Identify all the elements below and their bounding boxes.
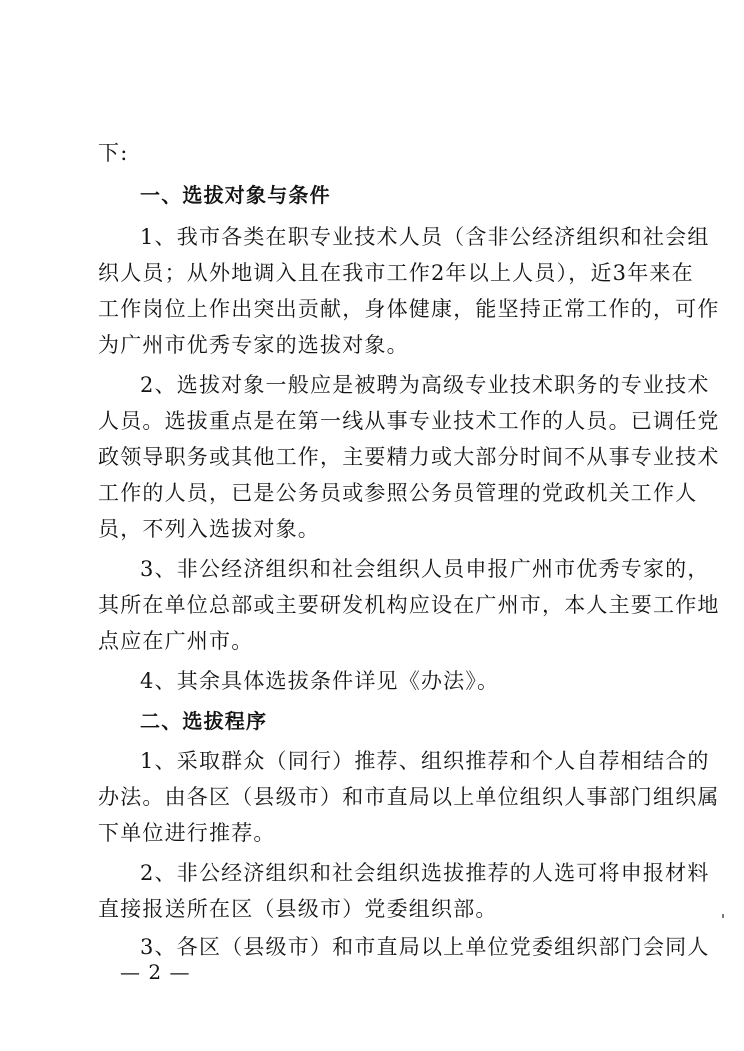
paragraph-line: 工作岗位上作出突出贡献，身体健康，能坚持正常工作的，可作 xyxy=(98,297,720,321)
paragraph-line: 4、其余具体选拔条件详见《办法》。 xyxy=(140,669,500,693)
section-heading-selection-procedure: 二、选拔程序 xyxy=(140,709,268,733)
paragraph-line: 点应在广州市。 xyxy=(98,629,254,653)
paragraph-line: 1、采取群众（同行）推荐、组织推荐和个人自荐相结合的 xyxy=(140,749,710,773)
text-line-continuation: 下: xyxy=(98,141,129,165)
paragraph-line: 工作的人员，已是公务员或参照公务员管理的党政机关工作人 xyxy=(98,481,698,505)
paragraph-line: 其所在单位总部或主要研发机构应设在广州市，本人主要工作地 xyxy=(98,593,720,617)
paragraph-line: 1、我市各类在职专业技术人员（含非公经济组织和社会组 xyxy=(140,225,710,249)
paragraph-line: 直接报送所在区（县级市）党委组织部。 xyxy=(98,897,498,921)
paragraph-line: 织人员；从外地调入且在我市工作2年以上人员），近3年来在 xyxy=(98,261,694,285)
scan-speck xyxy=(722,914,724,918)
paragraph-line: 人员。选拔重点是在第一线从事专业技术工作的人员。已调任党 xyxy=(98,409,720,433)
paragraph-line: 3、非公经济组织和社会组织人员申报广州市优秀专家的， xyxy=(140,557,710,581)
paragraph-line: 3、各区（县级市）和市直局以上单位党委组织部门会同人 xyxy=(140,935,710,959)
paragraph-line: 员，不列入选拔对象。 xyxy=(98,517,320,541)
paragraph-line: 2、选拔对象一般应是被聘为高级专业技术职务的专业技术 xyxy=(140,373,710,397)
paragraph-line: 办法。由各区（县级市）和市直局以上单位组织人事部门组织属 xyxy=(98,785,720,809)
paragraph-line: 为广州市优秀专家的选拔对象。 xyxy=(98,333,409,357)
section-heading-selection-criteria: 一、选拔对象与条件 xyxy=(140,183,331,207)
paragraph-line: 2、非公经济组织和社会组织选拔推荐的人选可将申报材料 xyxy=(140,861,710,885)
paragraph-line: 政领导职务或其他工作，主要精力或大部分时间不从事专业技术 xyxy=(98,445,720,469)
paragraph-line: 下单位进行推荐。 xyxy=(98,821,276,845)
page-number: — 2 — xyxy=(120,960,191,984)
